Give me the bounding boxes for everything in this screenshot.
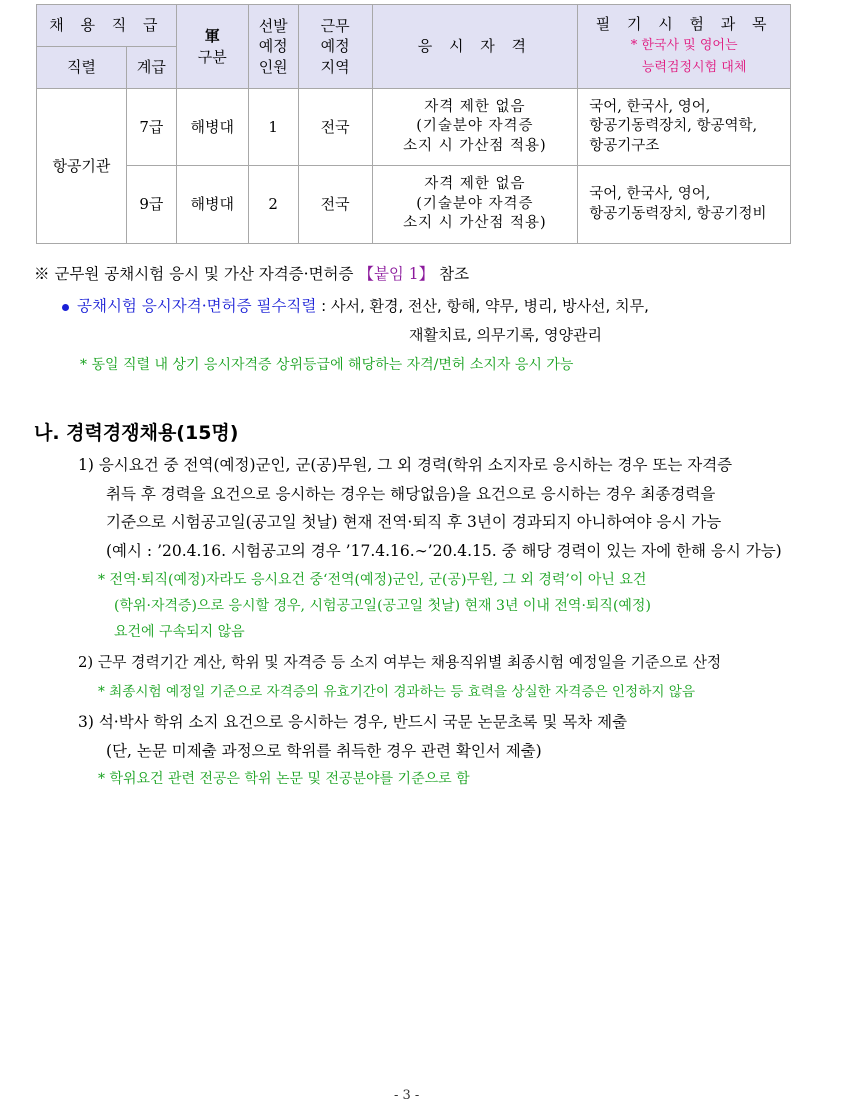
military-cell: 해병대 — [176, 89, 248, 166]
bullet-icon — [62, 304, 69, 311]
header-line: 지역 — [320, 57, 350, 76]
item2-note: * 최종시험 예정일 기준으로 자격증의 유효기간이 경과하는 등 효력을 상실한 자격증은 인정하지 않음 — [98, 684, 696, 700]
header-line: 예정 — [320, 37, 350, 56]
subject-line: 항공기동력장치, 항공역학, — [589, 118, 758, 135]
header-military — [176, 5, 248, 89]
count-cell: 2 — [248, 166, 298, 244]
header-grade: 계급 — [126, 47, 176, 89]
header-work-region — [298, 5, 372, 89]
header-exam-subjects-title: 필 기 시 험 과 목 — [595, 15, 773, 34]
region-cell: 전국 — [298, 89, 372, 166]
notice-main — [34, 262, 469, 284]
header-job-series: 직렬 — [37, 47, 127, 89]
region-cell: 전국 — [298, 166, 372, 244]
qualification-line: 소지 시 가산점 적용) — [403, 137, 547, 154]
page-number: - 3 - — [394, 1088, 420, 1103]
notice-main-prefix: ※ 군무원 공채시험 응시 및 가산 자격증·면허증 — [34, 265, 359, 283]
subjects-cell — [578, 166, 791, 244]
item2-line: 2) 근무 경력기간 계산, 학위 및 자격증 등 소지 여부는 채용직위별 최종시험 예정일을 기준으로 산정 — [78, 654, 722, 671]
subjects-cell — [578, 89, 791, 166]
notice-bullet-value-2: 재활치료, 의무기록, 영양관리 — [409, 326, 602, 344]
header-military-bottom: 구분 — [197, 47, 227, 66]
header-qualification: 응 시 자 격 — [372, 5, 578, 89]
item1-line: (예시 : ’20.4.16. 시험공고의 경우 ’17.4.16.∼’20.4.15. 중 해당 경력이 있는 자에 한해 응시 가능) — [106, 542, 782, 560]
item1-line: 1) 응시요건 중 전역(예정)군인, 군(공)무원, 그 외 경력(학위 소지자로 응시하는 경우 또는 자격증 — [78, 456, 733, 474]
qualification-line: 자격 제한 없음 — [424, 176, 526, 193]
header-line: 근무 — [320, 17, 350, 36]
item1-note-line: * 전역·퇴직(예정)자라도 응시요건 중‘전역(예정)군인, 군(공)무원, 그 외 경력’이 아닌 요건 — [98, 572, 647, 588]
table-row — [37, 166, 791, 244]
header-selected-count — [248, 5, 298, 89]
notice-bullet-value-1: : 사서, 환경, 전산, 항해, 약무, 병리, 방사선, 치무, — [316, 297, 649, 315]
grade-cell: 7급 — [126, 89, 176, 166]
item3-line: (단, 논문 미제출 과정으로 학위를 취득한 경우 관련 확인서 제출) — [106, 742, 542, 760]
section-title: 나. 경력경쟁채용(15명) — [34, 422, 239, 444]
notice-bullet — [62, 294, 649, 316]
header-subject-note-2: 능력검정시험 대체 — [641, 59, 747, 75]
qualification-cell — [372, 166, 578, 244]
military-cell: 해병대 — [176, 166, 248, 244]
item1-note-line: 요건에 구속되지 않음 — [114, 624, 245, 640]
header-military-top: 軍 — [204, 27, 220, 46]
item1-note-line: (학위·자격증)으로 응시할 경우, 시험공고일(공고일 첫날) 현재 3년 이내 전역·퇴직(예정) — [114, 598, 651, 614]
header-subject-note-1: * 한국사 및 영어는 — [630, 37, 738, 53]
qualification-line: (기술분야 자격증 — [416, 118, 534, 135]
qualification-cell — [372, 89, 578, 166]
subject-line: 국어, 한국사, 영어, — [589, 185, 711, 202]
item3-line: 3) 석·박사 학위 소지 요건으로 응시하는 경우, 반드시 국문 논문초록 및 목차 제출 — [78, 713, 628, 731]
header-recruit-field: 채 용 직 급 — [37, 5, 177, 47]
table-row — [37, 89, 791, 166]
subject-line: 항공기동력장치, 항공기정비 — [589, 205, 767, 222]
item3-note: * 학위요건 관련 전공은 학위 논문 및 전공분야를 기준으로 함 — [98, 771, 470, 787]
item1-line: 기준으로 시험공고일(공고일 첫날) 현재 전역·퇴직 후 3년이 경과되지 아니하여야 응시 가능 — [106, 513, 722, 531]
subject-line: 항공기구조 — [589, 137, 660, 154]
header-line: 예정 — [258, 37, 288, 56]
job-series-cell: 항공기관 — [37, 89, 127, 244]
item1-line: 취득 후 경력을 요건으로 응시하는 경우는 해당없음)을 요건으로 응시하는 경우 최종경력을 — [106, 485, 716, 503]
qualification-line: (기술분야 자격증 — [416, 195, 534, 212]
notice-main-suffix: 참조 — [434, 265, 470, 283]
subject-line: 국어, 한국사, 영어, — [589, 98, 711, 115]
notice-attachment-ref: 【붙임 1】 — [358, 265, 435, 283]
qualification-line: 자격 제한 없음 — [424, 98, 526, 115]
grade-cell: 9급 — [126, 166, 176, 244]
qualification-line: 소지 시 가산점 적용) — [403, 215, 547, 232]
header-line: 선발 — [258, 17, 288, 36]
recruitment-table — [36, 4, 791, 244]
header-line: 인원 — [258, 57, 288, 76]
header-exam-subjects — [578, 5, 791, 89]
notice-bullet-label: 공채시험 응시자격·면허증 필수직렬 — [77, 297, 317, 315]
count-cell: 1 — [248, 89, 298, 166]
notice-note: * 동일 직렬 내 상기 응시자격증 상위등급에 해당하는 자격/면허 소지자 응시 가능 — [80, 357, 574, 373]
